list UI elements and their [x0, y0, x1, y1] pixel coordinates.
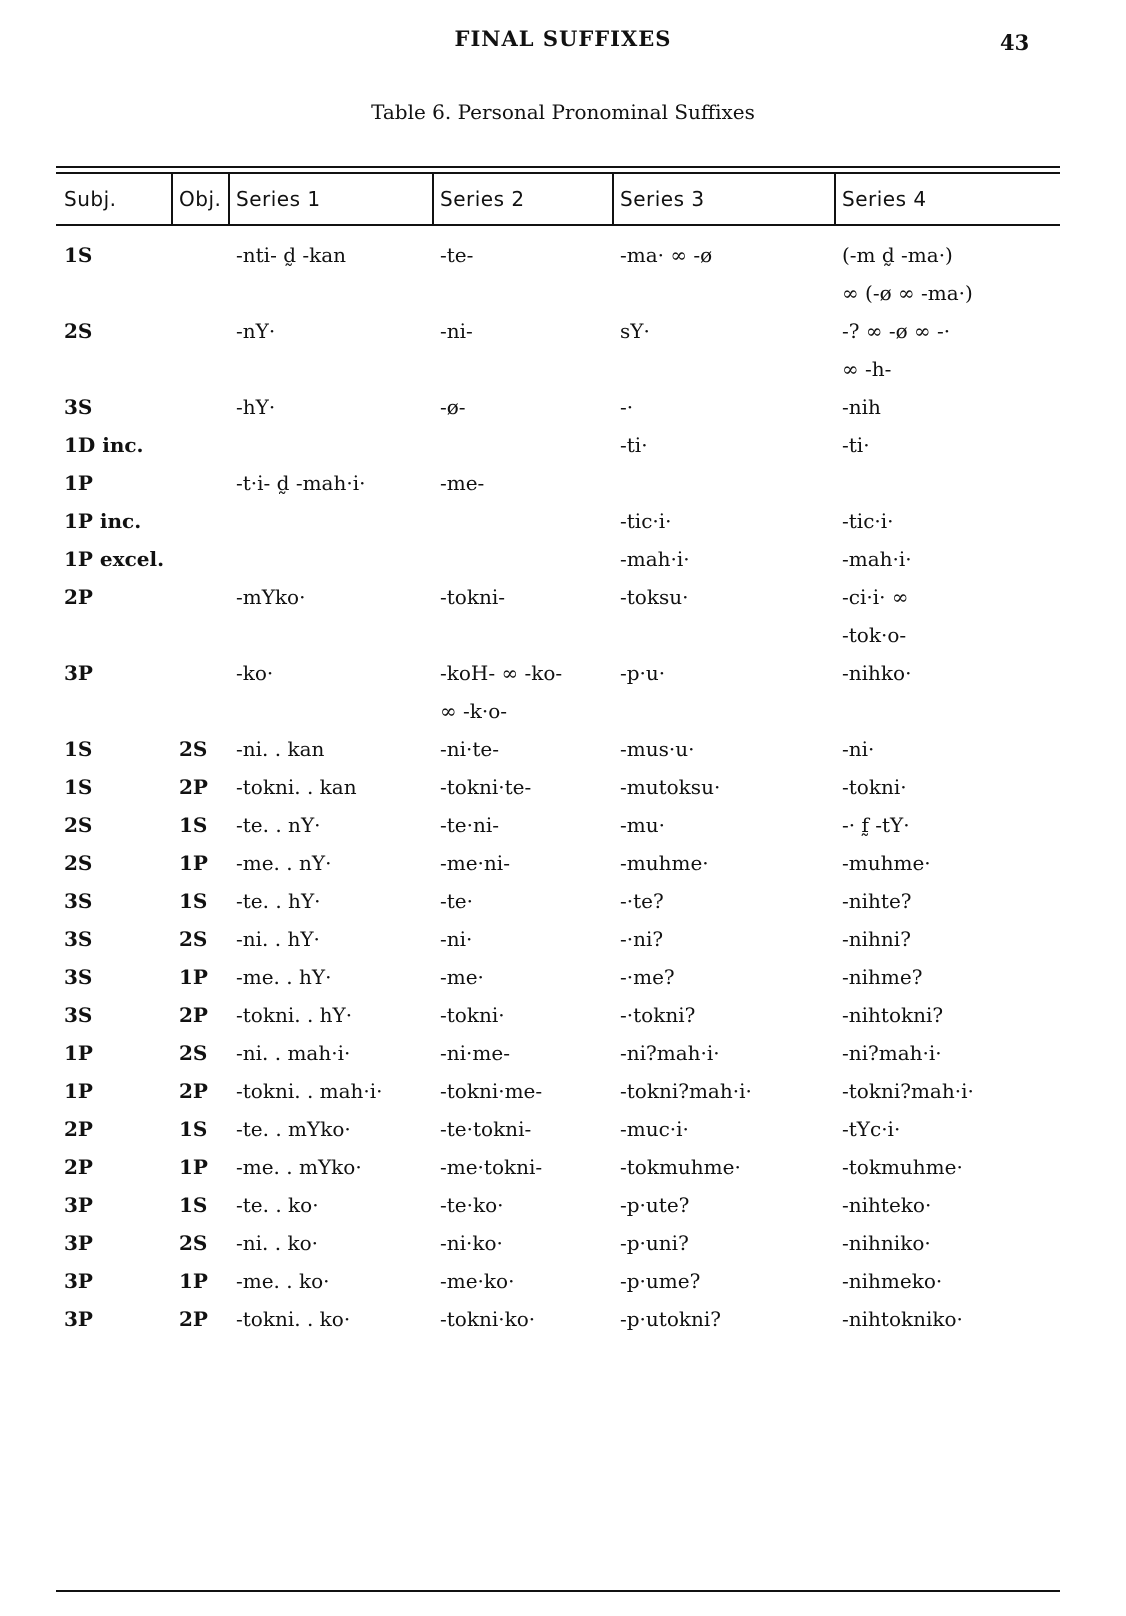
table-row — [56, 388, 1060, 426]
subject-cell: 3S — [64, 395, 93, 419]
column-header-series-3: Series 3 — [620, 187, 705, 211]
table-row — [56, 224, 1060, 312]
object-cell: 1P — [179, 1269, 208, 1293]
table-row — [56, 920, 1060, 958]
subject-cell: 2P — [64, 1155, 93, 1179]
series-4-cell: -ci·i· ∞ -tok·o- — [842, 585, 909, 647]
table-row — [56, 1148, 1060, 1186]
subject-cell: 3P — [64, 1231, 93, 1255]
table-row — [56, 1262, 1060, 1300]
column-header-subject: Subj. — [64, 187, 117, 211]
series-4-cell — [834, 464, 1060, 502]
object-cell — [171, 654, 228, 730]
series-3-cell: -mus·u· — [620, 737, 695, 761]
table-row — [56, 844, 1060, 882]
object-cell — [171, 224, 228, 312]
table-row — [56, 958, 1060, 996]
series-4-cell: -ti· — [842, 433, 870, 457]
series-1-cell: -tokni. . kan — [236, 775, 357, 799]
series-4-cell: (-m d̰ -ma·) ∞ (-ø ∞ -ma·) — [842, 243, 973, 305]
column-header-object: Obj. — [179, 187, 222, 211]
series-3-cell: -tokni?mah·i· — [620, 1079, 752, 1103]
table-row — [56, 426, 1060, 464]
object-cell — [171, 578, 228, 654]
series-1-cell: -ni. . hY· — [236, 927, 320, 951]
series-1-cell: -te. . nY· — [236, 813, 321, 837]
table-row — [56, 1186, 1060, 1224]
series-3-cell: sY· — [620, 319, 650, 343]
series-4-cell: -tokni· — [842, 775, 907, 799]
series-1-cell: -mYko· — [236, 585, 306, 609]
series-2-cell — [432, 540, 612, 578]
object-cell: 1S — [179, 1193, 208, 1217]
subject-cell: 3S — [64, 1003, 93, 1027]
series-3-cell: -mah·i· — [620, 547, 690, 571]
series-1-cell — [228, 426, 432, 464]
series-2-cell: -ø- — [440, 395, 466, 419]
object-cell — [171, 388, 228, 426]
series-3-cell: -mu· — [620, 813, 665, 837]
table-row — [56, 464, 1060, 502]
series-2-cell: -te- — [440, 243, 474, 267]
subject-cell: 1P — [64, 1079, 93, 1103]
series-4-cell: -tic·i· — [842, 509, 894, 533]
series-4-cell: -nihtokniko· — [842, 1307, 963, 1331]
series-1-cell: -hY· — [236, 395, 276, 419]
object-cell: 2S — [179, 1041, 208, 1065]
series-2-cell: -tokni·te- — [440, 775, 532, 799]
subject-cell: 1S — [64, 775, 93, 799]
series-4-cell: -nihtokni? — [842, 1003, 944, 1027]
subject-cell: 1S — [64, 243, 93, 267]
object-cell: 2S — [179, 1231, 208, 1255]
series-1-cell: -te. . ko· — [236, 1193, 319, 1217]
series-1-cell: -nY· — [236, 319, 276, 343]
series-4-cell: -nihni? — [842, 927, 911, 951]
pronominal-suffix-table — [56, 174, 1060, 1338]
series-3-cell: -p·ute? — [620, 1193, 690, 1217]
series-4-cell: -nihko· — [842, 661, 912, 685]
series-4-cell: -ni?mah·i· — [842, 1041, 942, 1065]
series-1-cell: -te. . hY· — [236, 889, 321, 913]
object-cell — [171, 464, 228, 502]
table-row — [56, 312, 1060, 388]
series-1-cell: -ni. . kan — [236, 737, 325, 761]
series-4-cell: -nih — [842, 395, 881, 419]
series-3-cell: -tic·i· — [620, 509, 672, 533]
series-3-cell: -ti· — [620, 433, 648, 457]
series-2-cell: -me·ko· — [440, 1269, 515, 1293]
table-row — [56, 578, 1060, 654]
subject-cell: 3S — [64, 927, 93, 951]
subject-cell: 2P — [64, 1117, 93, 1141]
table-row — [56, 1072, 1060, 1110]
series-2-cell: -me- — [440, 471, 485, 495]
series-1-cell: -tokni. . hY· — [236, 1003, 353, 1027]
table-caption: Table 6. Personal Pronominal Suffixes — [371, 100, 755, 124]
series-2-cell: -ni- — [440, 319, 473, 343]
series-4-cell: -nihmeko· — [842, 1269, 943, 1293]
series-2-cell: -te·ni- — [440, 813, 500, 837]
series-2-cell: -tokni·me- — [440, 1079, 543, 1103]
series-1-cell — [228, 540, 432, 578]
series-4-cell: -tYc·i· — [842, 1117, 901, 1141]
subject-cell: 3P — [64, 1307, 93, 1331]
series-3-cell: -mutoksu· — [620, 775, 721, 799]
series-2-cell: -koH- ∞ -ko- ∞ -k·o- — [440, 661, 563, 723]
table-top-rule — [56, 166, 1060, 168]
series-1-cell — [228, 502, 432, 540]
series-4-cell: -tokni?mah·i· — [842, 1079, 974, 1103]
series-2-cell: -me·ni- — [440, 851, 510, 875]
series-2-cell: -ni·ko· — [440, 1231, 503, 1255]
subject-cell: 1P — [64, 471, 93, 495]
subject-cell: 1S — [64, 737, 93, 761]
series-1-cell: -te. . mYko· — [236, 1117, 351, 1141]
series-1-cell: -ko· — [236, 661, 274, 685]
object-cell: 1P — [179, 851, 208, 875]
column-header-series-4: Series 4 — [842, 187, 927, 211]
series-3-cell: -p·utokni? — [620, 1307, 721, 1331]
series-1-cell: -me. . nY· — [236, 851, 332, 875]
object-cell — [171, 502, 228, 540]
series-4-cell: -nihniko· — [842, 1231, 931, 1255]
series-4-cell: -· f̰ -tY· — [842, 813, 910, 837]
series-4-cell: -mah·i· — [842, 547, 912, 571]
series-2-cell: -te· — [440, 889, 473, 913]
table-body — [56, 224, 1060, 1338]
subject-cell: 1P inc. — [64, 509, 142, 533]
table-row — [56, 1300, 1060, 1338]
series-2-cell — [432, 426, 612, 464]
table-row — [56, 540, 1060, 578]
series-4-cell: -nihte? — [842, 889, 912, 913]
series-2-cell: -ni·me- — [440, 1041, 510, 1065]
series-1-cell: -tokni. . mah·i· — [236, 1079, 383, 1103]
series-2-cell: -ni·te- — [440, 737, 500, 761]
series-3-cell: -·me? — [620, 965, 675, 989]
running-title: FINAL SUFFIXES — [454, 26, 672, 51]
object-cell: 2S — [179, 737, 208, 761]
series-2-cell: -ni· — [440, 927, 473, 951]
series-2-cell: -tokni- — [440, 585, 505, 609]
series-3-cell: -tokmuhme· — [620, 1155, 741, 1179]
series-1-cell: -ni. . ko· — [236, 1231, 318, 1255]
header-row — [56, 174, 1060, 224]
object-cell: 1S — [179, 813, 208, 837]
object-cell: 1P — [179, 1155, 208, 1179]
subject-cell: 3P — [64, 1193, 93, 1217]
series-3-cell — [612, 464, 834, 502]
table-row — [56, 768, 1060, 806]
column-header-series-2: Series 2 — [440, 187, 525, 211]
series-1-cell: -tokni. . ko· — [236, 1307, 351, 1331]
series-4-cell: -nihme? — [842, 965, 923, 989]
page-number: 43 — [1000, 30, 1030, 55]
series-2-cell: -tokni·ko· — [440, 1307, 536, 1331]
object-cell — [171, 312, 228, 388]
series-2-cell — [432, 502, 612, 540]
series-3-cell: -muc·i· — [620, 1117, 689, 1141]
subject-cell: 3S — [64, 965, 93, 989]
object-cell — [171, 426, 228, 464]
series-3-cell: -muhme· — [620, 851, 709, 875]
series-2-cell: -te·tokni- — [440, 1117, 532, 1141]
subject-cell: 3S — [64, 889, 93, 913]
table-row — [56, 806, 1060, 844]
series-2-cell: -te·ko· — [440, 1193, 504, 1217]
series-3-cell: -·tokni? — [620, 1003, 696, 1027]
object-cell: 1S — [179, 1117, 208, 1141]
subject-cell: 3P — [64, 1269, 93, 1293]
series-3-cell: -p·uni? — [620, 1231, 689, 1255]
table-row — [56, 1034, 1060, 1072]
subject-cell: 1D inc. — [64, 433, 144, 457]
object-cell: 2P — [179, 1079, 208, 1103]
series-3-cell: -·ni? — [620, 927, 664, 951]
series-1-cell: -t·i- d̰ -mah·i· — [236, 471, 366, 495]
series-4-cell: -? ∞ -ø ∞ -· ∞ -h- — [842, 319, 951, 381]
series-1-cell: -me. . hY· — [236, 965, 332, 989]
series-3-cell: -toksu· — [620, 585, 689, 609]
series-4-cell: -ni· — [842, 737, 875, 761]
object-cell: 2S — [179, 927, 208, 951]
series-4-cell: -tokmuhme· — [842, 1155, 963, 1179]
object-cell: 1P — [179, 965, 208, 989]
series-3-cell: -ni?mah·i· — [620, 1041, 720, 1065]
series-1-cell: -ni. . mah·i· — [236, 1041, 351, 1065]
series-2-cell: -tokni· — [440, 1003, 505, 1027]
object-cell: 2P — [179, 1003, 208, 1027]
series-4-cell: -muhme· — [842, 851, 931, 875]
table-row — [56, 882, 1060, 920]
table-row — [56, 1110, 1060, 1148]
table-row — [56, 654, 1060, 730]
subject-cell: 2S — [64, 851, 93, 875]
subject-cell: 3P — [64, 661, 93, 685]
table-row — [56, 1224, 1060, 1262]
series-3-cell: -p·ume? — [620, 1269, 701, 1293]
series-1-cell: -me. . ko· — [236, 1269, 330, 1293]
series-3-cell: -ma· ∞ -ø — [620, 243, 713, 267]
series-1-cell: -me. . mYko· — [236, 1155, 362, 1179]
object-cell: 2P — [179, 1307, 208, 1331]
object-cell — [171, 540, 228, 578]
series-2-cell: -me·tokni- — [440, 1155, 543, 1179]
series-1-cell: -nti- d̰ -kan — [236, 243, 347, 267]
series-3-cell: -p·u· — [620, 661, 666, 685]
column-header-series-1: Series 1 — [236, 187, 321, 211]
table-row — [56, 502, 1060, 540]
subject-cell: 2S — [64, 319, 93, 343]
object-cell: 1S — [179, 889, 208, 913]
object-cell: 2P — [179, 775, 208, 799]
subject-cell: 2S — [64, 813, 93, 837]
table-row — [56, 730, 1060, 768]
table-bottom-rule — [56, 1590, 1060, 1592]
subject-cell: 2P — [64, 585, 93, 609]
series-3-cell: -·te? — [620, 889, 664, 913]
series-4-cell: -nihteko· — [842, 1193, 932, 1217]
series-3-cell: -· — [620, 395, 634, 419]
series-2-cell: -me· — [440, 965, 484, 989]
subject-cell: 1P — [64, 1041, 93, 1065]
subject-cell: 1P excel. — [64, 547, 165, 571]
table-row — [56, 996, 1060, 1034]
